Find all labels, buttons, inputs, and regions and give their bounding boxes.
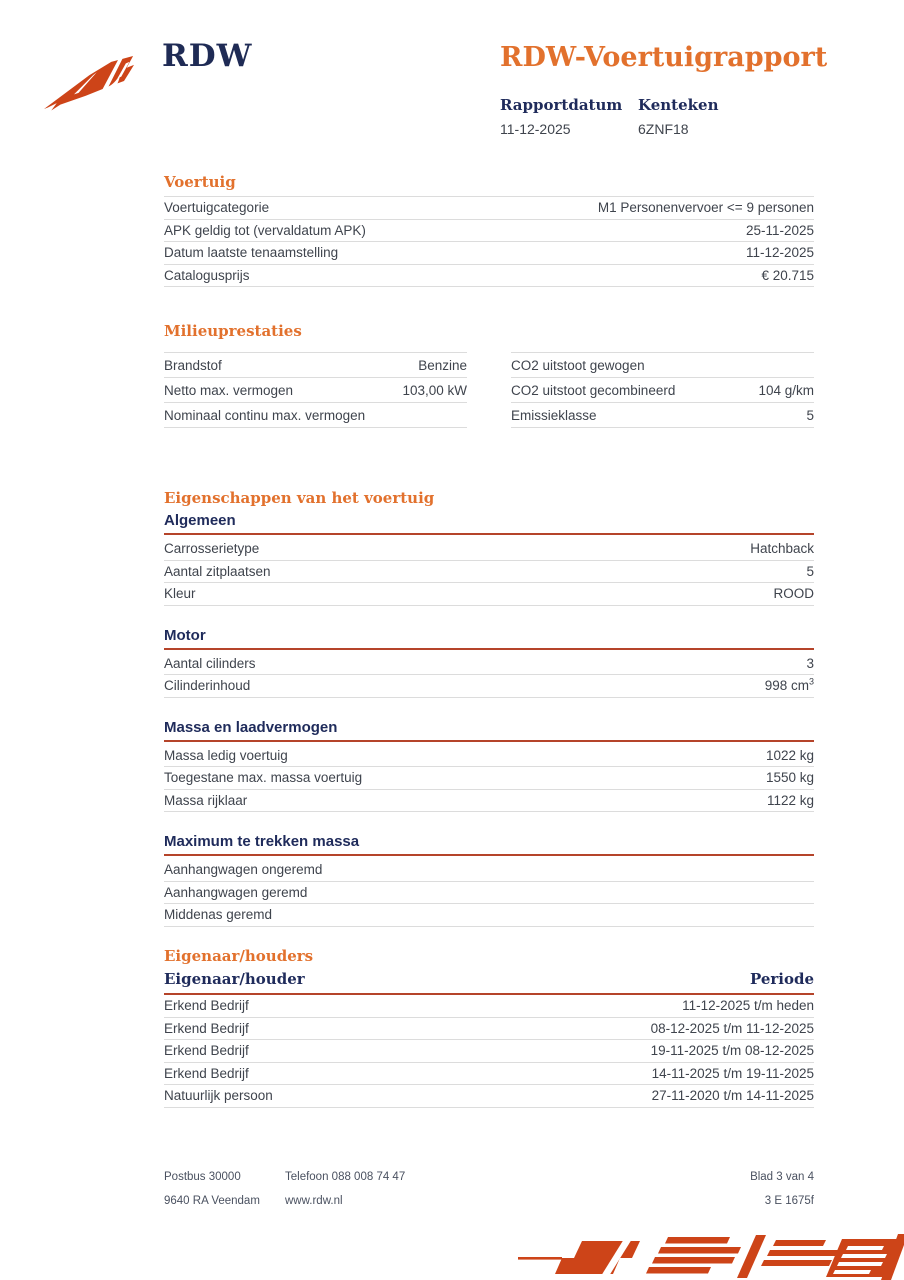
table-row <box>164 220 814 243</box>
row-label: Emissieklasse <box>511 407 597 423</box>
table-row <box>164 790 814 813</box>
owner-name: Erkend Bedrijf <box>164 1020 249 1036</box>
milieu-columns <box>164 352 814 428</box>
owner-name: Erkend Bedrijf <box>164 1065 249 1081</box>
subsection-title-massa: Massa en laadvermogen <box>164 720 814 742</box>
subsection-motor-rows <box>164 653 814 698</box>
subsection-algemeen-rows <box>164 538 814 606</box>
row-value: ROOD <box>773 586 814 602</box>
rdw-logo-text: RDW <box>162 38 253 74</box>
owner-period: 19-11-2025 t/m 08-12-2025 <box>650 1043 814 1059</box>
row-value: 998 $cm^3$ <box>764 676 814 694</box>
table-row <box>164 196 814 220</box>
row-value: 1022 kg <box>765 747 814 763</box>
footer-postbus: Postbus 30000 <box>164 1171 241 1183</box>
row-label: Nominaal continu max. vermogen <box>164 407 366 423</box>
row-label: Catalogusprijs <box>164 267 250 283</box>
row-label: Datum laatste tenaamstelling <box>164 245 339 261</box>
section-eigenaren <box>164 948 814 1108</box>
owner-name: Erkend Bedrijf <box>164 1043 249 1059</box>
subsection-title-algemeen: Algemeen <box>164 513 814 535</box>
owner-column-header: Eigenaar/houder <box>164 970 305 988</box>
rdw-wing-logo-icon <box>44 56 144 112</box>
period-column-header: Periode <box>749 970 814 988</box>
subsection-massa-rows <box>164 745 814 813</box>
table-row <box>164 242 814 265</box>
table-row <box>164 561 814 584</box>
table-row <box>164 1063 814 1086</box>
owners-table-header <box>164 970 814 995</box>
table-row <box>164 745 814 768</box>
table-row <box>511 352 814 378</box>
owner-name: Natuurlijk persoon <box>164 1088 273 1104</box>
row-label: CO2 uitstoot gecombineerd <box>511 382 676 398</box>
table-row <box>164 378 467 403</box>
subsection-title-trekken: Maximum te trekken massa <box>164 834 814 856</box>
rdw-speed-stripes-icon <box>518 1232 904 1280</box>
section-title-eigenschappen: Eigenschappen van het voertuig <box>164 489 435 507</box>
table-row <box>164 882 814 905</box>
row-label: Carrosserietype <box>164 541 260 557</box>
row-value: 3 <box>806 655 814 671</box>
table-row <box>164 403 467 428</box>
table-row <box>164 995 814 1018</box>
row-label: Voertuigcategorie <box>164 200 270 216</box>
row-value: 103,00 kW <box>402 382 467 398</box>
section-title-milieuprestaties: Milieuprestaties <box>164 322 302 340</box>
table-row <box>164 265 814 288</box>
row-label: CO2 uitstoot gewogen <box>511 357 645 373</box>
owner-period: 11-12-2025 t/m heden <box>682 998 814 1014</box>
table-row <box>511 403 814 428</box>
table-row <box>164 583 814 606</box>
row-label: Aanhangwagen geremd <box>164 884 308 900</box>
license-plate-label: Kenteken <box>638 96 719 114</box>
row-value: 1122 kg <box>766 792 814 808</box>
table-row <box>511 378 814 403</box>
subsection-title-motor: Motor <box>164 628 814 650</box>
row-label: Massa ledig voertuig <box>164 747 288 763</box>
footer-website: www.rdw.nl <box>285 1195 343 1207</box>
row-value: 11-12-2025 <box>745 245 814 261</box>
row-value: € 20.715 <box>761 267 814 283</box>
row-value: 1550 kg <box>765 770 814 786</box>
owner-period: 14-11-2025 t/m 19-11-2025 <box>651 1065 814 1081</box>
table-row <box>164 675 814 698</box>
table-row <box>164 352 467 378</box>
table-row <box>164 653 814 676</box>
row-label: Brandstof <box>164 357 222 373</box>
table-row <box>164 1018 814 1041</box>
footer-phone: Telefoon 088 008 74 47 <box>285 1171 406 1183</box>
footer-city: 9640 RA Veendam <box>164 1195 260 1207</box>
row-value: 5 <box>806 407 814 423</box>
row-label: Massa rijklaar <box>164 792 248 808</box>
table-row <box>164 859 814 882</box>
footer-doc-code: 3 E 1675f <box>764 1195 814 1207</box>
row-label: Middenas geremd <box>164 907 273 923</box>
row-label: Aanhangwagen ongeremd <box>164 862 323 878</box>
page-footer <box>164 1171 814 1207</box>
report-meta <box>500 96 860 137</box>
table-row <box>164 1085 814 1108</box>
row-label: Kleur <box>164 586 196 602</box>
footer-line-1 <box>164 1171 814 1183</box>
section-title-eigenaren: Eigenaar/houders <box>164 947 314 965</box>
owner-name: Erkend Bedrijf <box>164 998 249 1014</box>
row-value: 25-11-2025 <box>745 222 814 238</box>
license-plate-value: 6ZNF18 <box>638 121 689 137</box>
table-row <box>164 1040 814 1063</box>
row-label: Aantal zitplaatsen <box>164 563 271 579</box>
footer-page-indicator: Blad 3 van 4 <box>750 1171 814 1183</box>
owner-period: 27-11-2020 t/m 14-11-2025 <box>651 1088 814 1104</box>
row-value: Benzine <box>418 357 467 373</box>
owner-period: 08-12-2025 t/m 11-12-2025 <box>650 1020 814 1036</box>
milieu-left-column <box>164 352 467 428</box>
row-value: 5 <box>806 563 814 579</box>
row-label: Aantal cilinders <box>164 655 256 671</box>
document-header <box>500 42 860 137</box>
page-title: RDW-Voertuigrapport <box>500 42 828 73</box>
row-label: Netto max. vermogen <box>164 382 294 398</box>
row-value: 104 g/km <box>758 382 814 398</box>
row-value: Hatchback <box>750 541 814 557</box>
table-row <box>164 904 814 927</box>
footer-line-2 <box>164 1195 814 1207</box>
milieu-column-gap <box>467 352 511 428</box>
row-label: Cilinderinhoud <box>164 678 251 694</box>
row-label: Toegestane max. massa voertuig <box>164 770 363 786</box>
table-row <box>164 767 814 790</box>
milieu-right-column <box>511 352 814 428</box>
section-voertuig <box>164 174 814 287</box>
subsection-trekken-rows <box>164 859 814 927</box>
section-title-voertuig: Voertuig <box>164 173 236 191</box>
unit-superscript: 3 <box>808 676 814 687</box>
report-date-label: Rapportdatum <box>500 96 623 114</box>
report-date-value: 11-12-2025 <box>500 121 571 137</box>
row-value: M1 Personenvervoer <= 9 personen <box>597 200 814 216</box>
row-label: APK geldig tot (vervaldatum APK) <box>164 222 366 238</box>
section-milieuprestaties <box>164 323 814 428</box>
table-row <box>164 538 814 561</box>
section-eigenschappen <box>164 490 814 927</box>
